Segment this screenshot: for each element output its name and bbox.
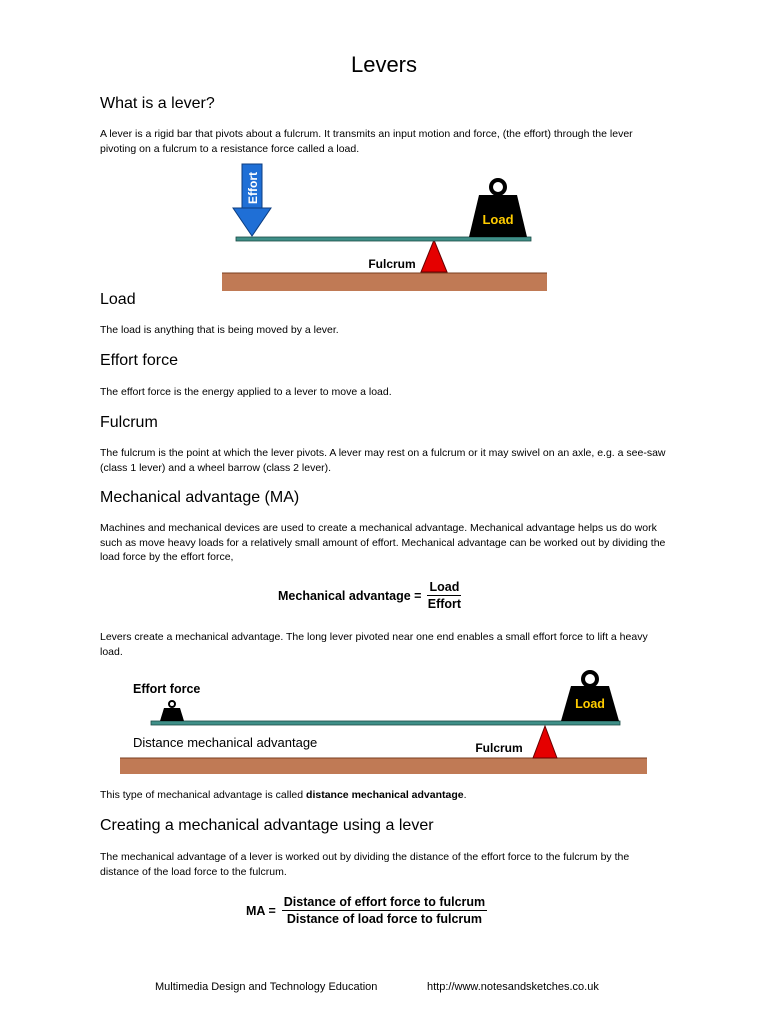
heading-effort-force: Effort force (100, 352, 178, 369)
load-label: Load (575, 697, 605, 711)
load-label: Load (482, 212, 514, 227)
heading-what-is-a-lever: What is a lever? (100, 95, 215, 112)
formula-fraction (427, 580, 461, 611)
effort-weight-icon (160, 701, 184, 721)
lever-beam (236, 237, 531, 241)
paragraph-prefix: This type of mechanical advantage is called (100, 789, 307, 801)
heading-creating-ma: Creating a mechanical advantage using a lever (100, 817, 434, 834)
heading-mechanical-advantage: Mechanical advantage (MA) (100, 489, 300, 506)
fulcrum-triangle (533, 726, 557, 758)
heading-fulcrum: Fulcrum (100, 414, 158, 431)
paragraph-distance-advantage (100, 788, 670, 803)
effort-force-label: Effort force (133, 682, 201, 696)
paragraph-fulcrum: The fulcrum is the point at which the lever pivots. A lever may rest on a fulcrum or it may swivel on an axle, e.g. a see-saw (class 1 lever) and a wheel barrow (class 2 lever). (100, 447, 666, 474)
formula-lhs: Mechanical advantage = (278, 588, 422, 603)
ground-block (222, 273, 547, 291)
ground-block (120, 758, 647, 774)
formula-denominator: Distance of load force to fulcrum (286, 912, 483, 926)
paragraph-load: The load is anything that is being moved by a lever. (100, 324, 339, 336)
formula-numerator: Load (429, 580, 460, 594)
formula-lhs: MA = (246, 903, 276, 918)
footer-url[interactable]: http://www.notesandsketches.co.uk (427, 981, 599, 993)
heading-load: Load (100, 291, 136, 308)
formula-denominator: Effort (427, 597, 462, 611)
paragraph-effort-force: The effort force is the energy applied to a lever to move a load. (100, 386, 392, 398)
page-title: Levers (350, 52, 418, 77)
footer-organization: Multimedia Design and Technology Education (155, 981, 378, 993)
paragraph-creating-ma: The mechanical advantage of a lever is worked out by dividing the distance of the effort force to the fulcrum by the distance of the load force to the fulcrum. (100, 851, 630, 878)
formula-numerator: Distance of effort force to fulcrum (283, 895, 486, 909)
formula-fraction (282, 895, 487, 926)
paragraph-mechanical-advantage: Machines and mechanical devices are used to create a mechanical advantage. Mechanical advantage helps us do work such as move heavy loads for a relatively small amount of effort. Mechanical advantage can be worked out by dividing the load force by the effort force, (100, 522, 666, 563)
lever-diagram-distance-advantage (116, 668, 652, 778)
fulcrum-label: Fulcrum (475, 741, 523, 755)
load-weight-icon (469, 180, 527, 237)
effort-label: Effort (246, 172, 260, 204)
lever-beam (151, 721, 620, 725)
distance-advantage-label: Distance mechanical advantage (133, 735, 318, 750)
fulcrum-triangle (421, 240, 447, 272)
fulcrum-label: Fulcrum (368, 257, 416, 271)
formula-mechanical-advantage (278, 580, 461, 611)
paragraph-levers-create-ma: Levers create a mechanical advantage. The long lever pivoted near one end enables a small effort force to lift a heavy load. (100, 631, 648, 658)
paragraph-bold-term: distance mechanical advantage (306, 789, 464, 801)
paragraph-suffix: . (463, 789, 467, 801)
lever-diagram-basic (218, 160, 553, 295)
paragraph-what-is-a-lever: A lever is a rigid bar that pivots about a fulcrum. It transmits an input motion and force, (the effort) through the lever pivoting on a fulcrum to a resistance force called a load. (100, 128, 633, 155)
formula-ma-distance (246, 895, 487, 926)
